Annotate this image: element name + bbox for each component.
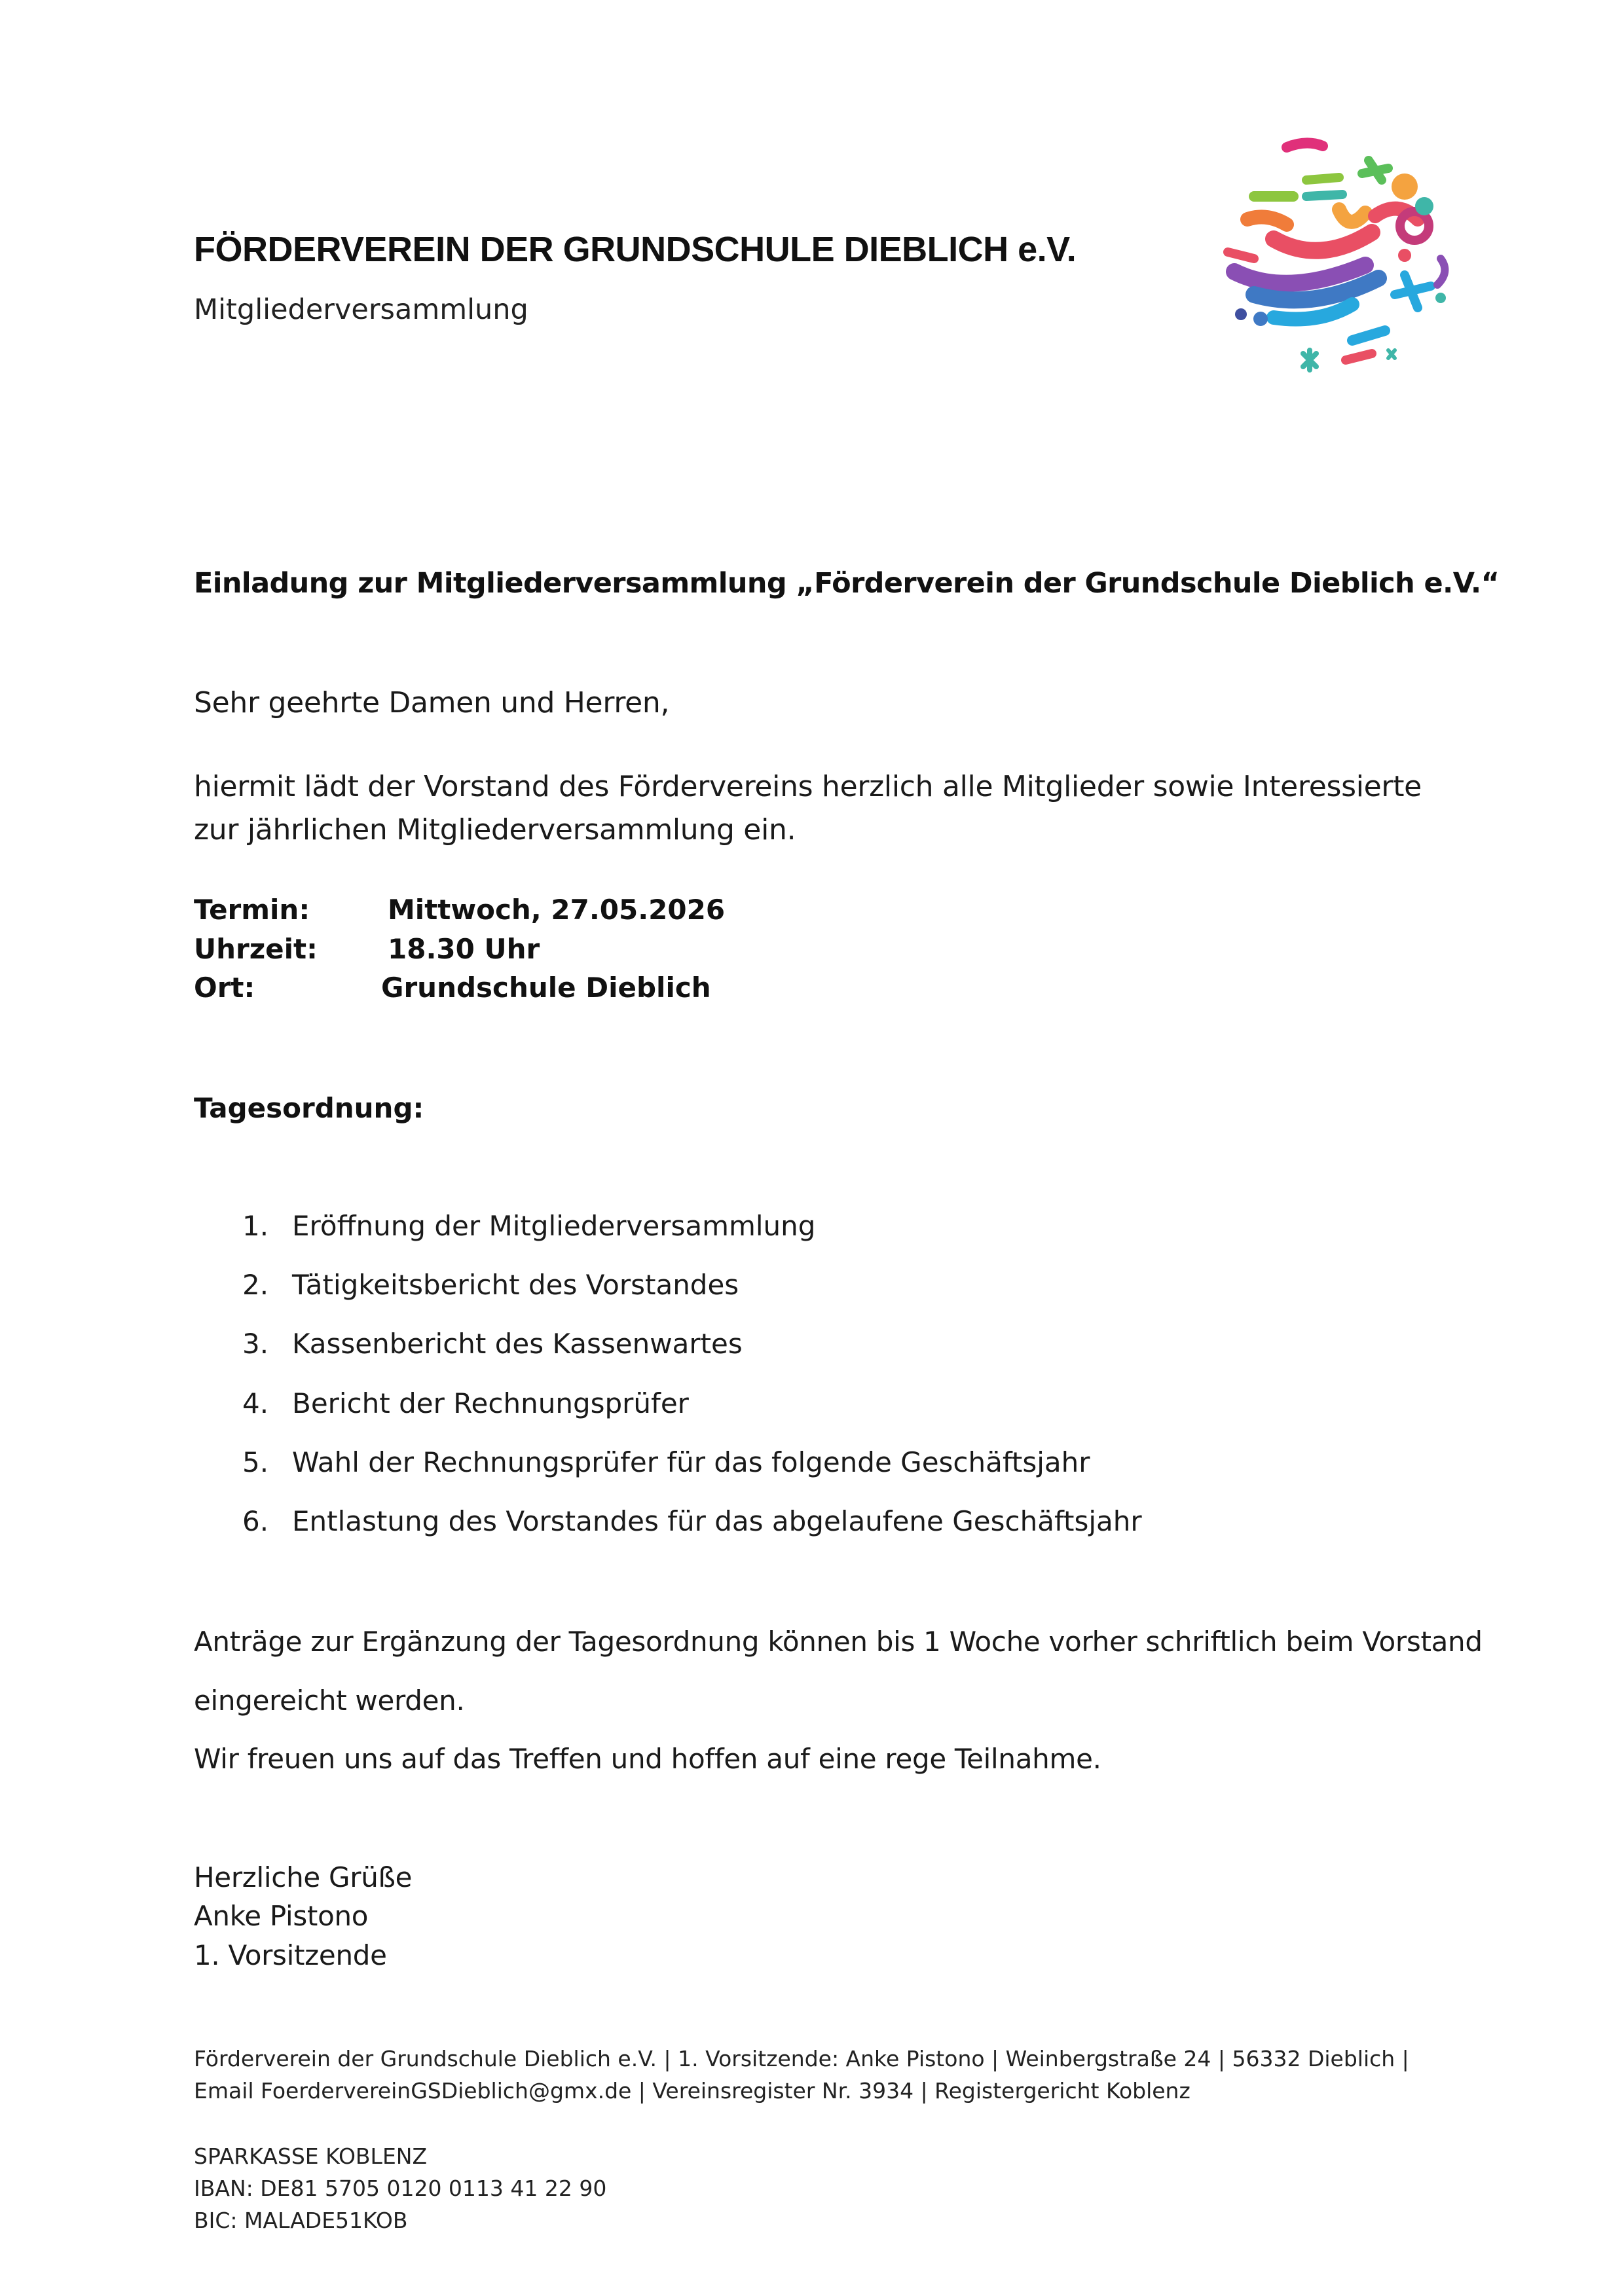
signer-name: Anke Pistono <box>194 1900 369 1932</box>
meta-termin <box>194 894 725 926</box>
uhrzeit-value: 18.30 Uhr <box>388 933 540 965</box>
ort-value: Grundschule Dieblich <box>381 972 711 1004</box>
agenda-item-number: 2. <box>242 1269 269 1301</box>
agenda-item-number: 1. <box>242 1210 269 1242</box>
closing-note: Wir freuen uns auf das Treffen und hoffen auf eine rege Teilnahme. <box>194 1743 1101 1775</box>
greeting: Herzliche Grüße <box>194 1861 413 1893</box>
termin-label: Termin: <box>194 894 310 926</box>
bank-iban: IBAN: DE81 5705 0120 0113 41 22 90 <box>194 2176 607 2201</box>
agenda-item <box>242 1210 815 1242</box>
meta-ort <box>194 972 711 1004</box>
agenda-item-number: 4. <box>242 1387 269 1419</box>
bank-name: SPARKASSE KOBLENZ <box>194 2143 428 2169</box>
footer-address-line: Förderverein der Grundschule Dieblich e.V. | 1. Vorsitzende: Anke Pistono | Weinbergstraße 24 | 56332 Dieblich | <box>194 2046 1409 2071</box>
intro-line-2: zur jährlichen Mitgliederversammlung ein. <box>194 813 796 847</box>
colorful-school-logo-icon <box>1208 134 1470 396</box>
agenda-item-text: Bericht der Rechnungsprüfer <box>292 1387 689 1419</box>
intro-line-1: hiermit lädt der Vorstand des Fördervereins herzlich alle Mitglieder sowie Interessierte <box>194 770 1422 803</box>
agenda-item <box>242 1387 689 1419</box>
agenda-item-number: 5. <box>242 1446 269 1478</box>
antraege-line-2: eingereicht werden. <box>194 1685 465 1717</box>
agenda-item <box>242 1446 1090 1478</box>
organization-name: FÖRDERVEREIN DER GRUNDSCHULE DIEBLICH e.V. <box>194 230 1077 269</box>
salutation: Sehr geehrte Damen und Herren, <box>194 686 670 720</box>
agenda-item-number: 6. <box>242 1505 269 1537</box>
ort-label: Ort: <box>194 972 255 1004</box>
letter-heading: Einladung zur Mitgliederversammlung „Förderverein der Grundschule Dieblich e.V.“ <box>194 567 1500 600</box>
agenda-item-text: Entlastung des Vorstandes für das abgelaufene Geschäftsjahr <box>292 1505 1142 1537</box>
agenda-item-text: Kassenbericht des Kassenwartes <box>292 1328 743 1360</box>
document-subtitle: Mitgliederversammlung <box>194 293 528 326</box>
signer-role: 1. Vorsitzende <box>194 1939 387 1971</box>
bank-bic: BIC: MALADE51KOB <box>194 2208 408 2233</box>
agenda-item <box>242 1505 1142 1537</box>
antraege-line-1: Anträge zur Ergänzung der Tagesordnung können bis 1 Woche vorher schriftlich beim Vorstand <box>194 1626 1483 1658</box>
agenda-item <box>242 1269 739 1301</box>
agenda-title: Tagesordnung: <box>194 1092 424 1124</box>
agenda-item-text: Tätigkeitsbericht des Vorstandes <box>292 1269 739 1301</box>
agenda-item-text: Eröffnung der Mitgliederversammlung <box>292 1210 816 1242</box>
uhrzeit-label: Uhrzeit: <box>194 933 318 965</box>
agenda-item-number: 3. <box>242 1328 269 1360</box>
agenda-item <box>242 1328 743 1360</box>
termin-value: Mittwoch, 27.05.2026 <box>388 894 726 926</box>
agenda-item-text: Wahl der Rechnungsprüfer für das folgende Geschäftsjahr <box>292 1446 1090 1478</box>
meta-uhrzeit <box>194 933 540 965</box>
footer-contact-line: Email FoerdervereinGSDieblich@gmx.de | Vereinsregister Nr. 3934 | Registergericht Koblenz <box>194 2078 1190 2104</box>
